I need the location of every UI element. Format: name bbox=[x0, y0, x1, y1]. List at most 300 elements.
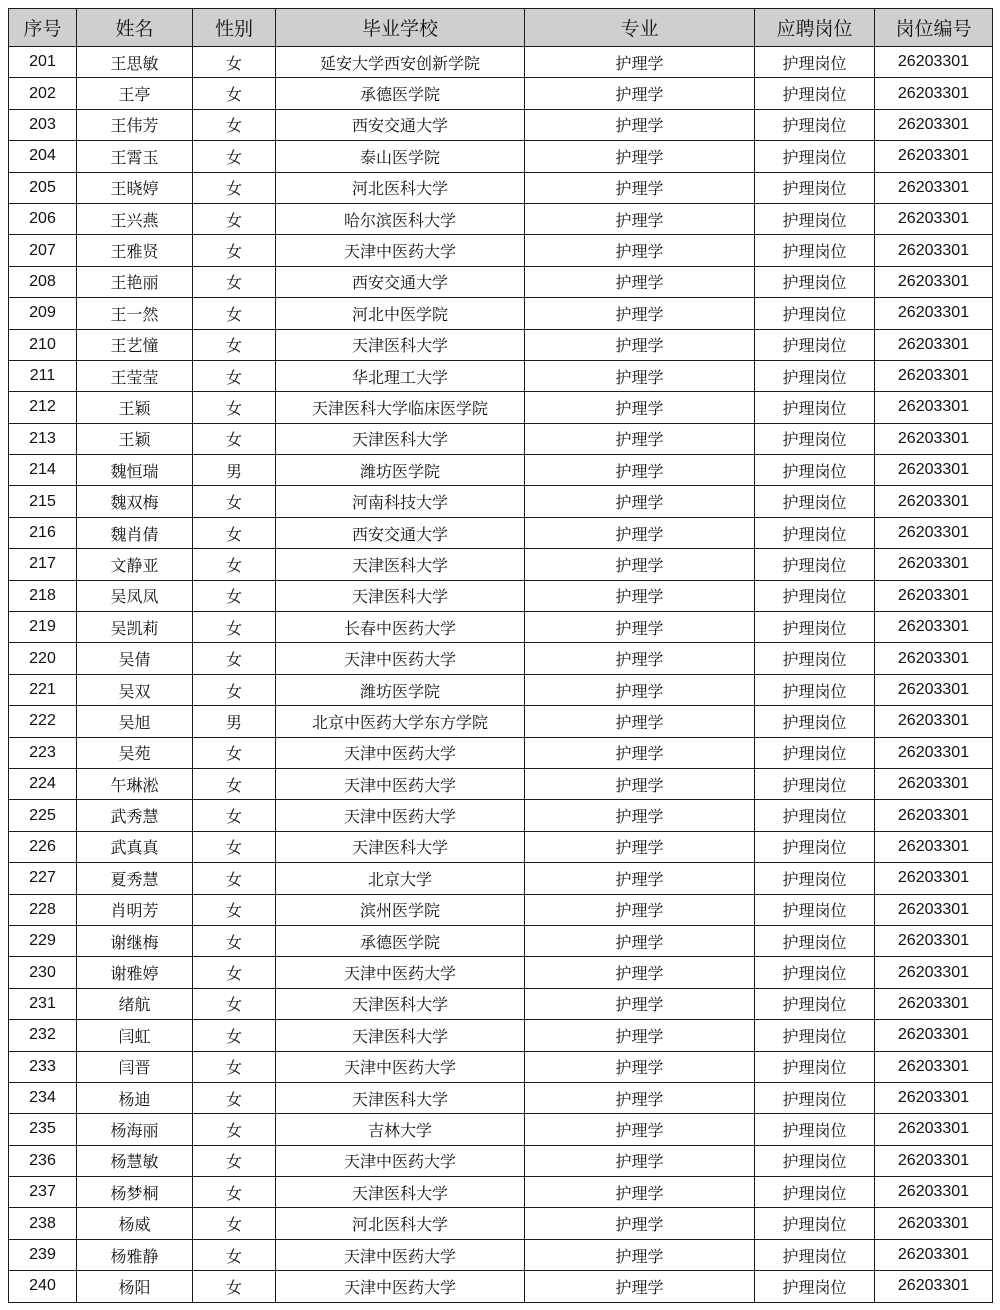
applicant-table-container bbox=[8, 8, 992, 1303]
cell-serial-number: 205 bbox=[9, 172, 77, 203]
cell-school: 延安大学西安创新学院 bbox=[276, 47, 525, 78]
cell-position: 护理岗位 bbox=[755, 1177, 875, 1208]
cell-position-code: 26203301 bbox=[875, 329, 993, 360]
cell-name: 夏秀慧 bbox=[77, 863, 193, 894]
cell-major: 护理学 bbox=[525, 800, 755, 831]
cell-major: 护理学 bbox=[525, 1051, 755, 1082]
cell-position-code: 26203301 bbox=[875, 266, 993, 297]
cell-serial-number: 216 bbox=[9, 517, 77, 548]
table-row bbox=[9, 831, 993, 862]
cell-position: 护理岗位 bbox=[755, 266, 875, 297]
cell-position: 护理岗位 bbox=[755, 1271, 875, 1302]
table-row bbox=[9, 78, 993, 109]
cell-major: 护理学 bbox=[525, 1020, 755, 1051]
cell-major: 护理学 bbox=[525, 203, 755, 234]
table-row bbox=[9, 423, 993, 454]
cell-serial-number: 202 bbox=[9, 78, 77, 109]
cell-major: 护理学 bbox=[525, 1145, 755, 1176]
table-row bbox=[9, 1020, 993, 1051]
cell-gender: 女 bbox=[193, 1239, 276, 1270]
table-row bbox=[9, 141, 993, 172]
table-row bbox=[9, 266, 993, 297]
cell-gender: 女 bbox=[193, 1020, 276, 1051]
cell-position: 护理岗位 bbox=[755, 1051, 875, 1082]
cell-serial-number: 221 bbox=[9, 674, 77, 705]
table-row bbox=[9, 455, 993, 486]
table-row bbox=[9, 235, 993, 266]
table-row bbox=[9, 737, 993, 768]
table-row bbox=[9, 1145, 993, 1176]
table-header bbox=[9, 9, 993, 47]
cell-position: 护理岗位 bbox=[755, 486, 875, 517]
cell-serial-number: 227 bbox=[9, 863, 77, 894]
cell-position: 护理岗位 bbox=[755, 235, 875, 266]
table-row bbox=[9, 1177, 993, 1208]
table-row bbox=[9, 549, 993, 580]
table-row bbox=[9, 925, 993, 956]
cell-school: 天津中医药大学 bbox=[276, 1051, 525, 1082]
cell-name: 杨梦桐 bbox=[77, 1177, 193, 1208]
cell-gender: 女 bbox=[193, 78, 276, 109]
table-row bbox=[9, 988, 993, 1019]
header-major: 专业 bbox=[525, 9, 755, 47]
table-row bbox=[9, 172, 993, 203]
table-row bbox=[9, 203, 993, 234]
table-row bbox=[9, 329, 993, 360]
cell-gender: 女 bbox=[193, 863, 276, 894]
cell-major: 护理学 bbox=[525, 1239, 755, 1270]
cell-position-code: 26203301 bbox=[875, 1239, 993, 1270]
cell-position-code: 26203301 bbox=[875, 894, 993, 925]
cell-position: 护理岗位 bbox=[755, 706, 875, 737]
cell-name: 王颖 bbox=[77, 423, 193, 454]
cell-gender: 女 bbox=[193, 235, 276, 266]
cell-position: 护理岗位 bbox=[755, 800, 875, 831]
cell-school: 承德医学院 bbox=[276, 925, 525, 956]
cell-major: 护理学 bbox=[525, 957, 755, 988]
cell-school: 哈尔滨医科大学 bbox=[276, 203, 525, 234]
cell-position-code: 26203301 bbox=[875, 392, 993, 423]
table-row bbox=[9, 706, 993, 737]
cell-name: 王艺憧 bbox=[77, 329, 193, 360]
table-body bbox=[9, 47, 993, 1303]
cell-serial-number: 239 bbox=[9, 1239, 77, 1270]
table-row bbox=[9, 863, 993, 894]
cell-serial-number: 212 bbox=[9, 392, 77, 423]
cell-school: 天津医科大学 bbox=[276, 831, 525, 862]
cell-major: 护理学 bbox=[525, 486, 755, 517]
table-row bbox=[9, 894, 993, 925]
cell-major: 护理学 bbox=[525, 643, 755, 674]
cell-position-code: 26203301 bbox=[875, 360, 993, 391]
cell-major: 护理学 bbox=[525, 423, 755, 454]
cell-position-code: 26203301 bbox=[875, 1177, 993, 1208]
header-gender: 性别 bbox=[193, 9, 276, 47]
cell-serial-number: 206 bbox=[9, 203, 77, 234]
cell-school: 天津医科大学 bbox=[276, 329, 525, 360]
cell-position-code: 26203301 bbox=[875, 172, 993, 203]
cell-gender: 女 bbox=[193, 486, 276, 517]
cell-name: 吴双 bbox=[77, 674, 193, 705]
cell-serial-number: 204 bbox=[9, 141, 77, 172]
cell-name: 王思敏 bbox=[77, 47, 193, 78]
cell-gender: 女 bbox=[193, 423, 276, 454]
header-serial-number: 序号 bbox=[9, 9, 77, 47]
cell-name: 吴凤凤 bbox=[77, 580, 193, 611]
cell-serial-number: 237 bbox=[9, 1177, 77, 1208]
cell-gender: 女 bbox=[193, 1145, 276, 1176]
table-row bbox=[9, 1051, 993, 1082]
header-row bbox=[9, 9, 993, 47]
cell-major: 护理学 bbox=[525, 517, 755, 548]
cell-school: 天津医科大学 bbox=[276, 988, 525, 1019]
cell-name: 杨迪 bbox=[77, 1082, 193, 1113]
cell-school: 承德医学院 bbox=[276, 78, 525, 109]
cell-position-code: 26203301 bbox=[875, 674, 993, 705]
table-row bbox=[9, 1082, 993, 1113]
cell-gender: 女 bbox=[193, 831, 276, 862]
cell-gender: 女 bbox=[193, 1177, 276, 1208]
cell-school: 西安交通大学 bbox=[276, 109, 525, 140]
cell-gender: 女 bbox=[193, 674, 276, 705]
cell-gender: 女 bbox=[193, 517, 276, 548]
table-row bbox=[9, 486, 993, 517]
cell-gender: 女 bbox=[193, 737, 276, 768]
cell-gender: 女 bbox=[193, 957, 276, 988]
cell-name: 吴旭 bbox=[77, 706, 193, 737]
table-row bbox=[9, 392, 993, 423]
cell-position-code: 26203301 bbox=[875, 831, 993, 862]
cell-gender: 女 bbox=[193, 643, 276, 674]
cell-position-code: 26203301 bbox=[875, 800, 993, 831]
cell-serial-number: 234 bbox=[9, 1082, 77, 1113]
cell-major: 护理学 bbox=[525, 235, 755, 266]
cell-gender: 女 bbox=[193, 329, 276, 360]
cell-name: 肖明芳 bbox=[77, 894, 193, 925]
cell-serial-number: 240 bbox=[9, 1271, 77, 1302]
table-row bbox=[9, 1114, 993, 1145]
cell-gender: 女 bbox=[193, 925, 276, 956]
cell-position: 护理岗位 bbox=[755, 109, 875, 140]
cell-major: 护理学 bbox=[525, 612, 755, 643]
cell-position: 护理岗位 bbox=[755, 863, 875, 894]
cell-major: 护理学 bbox=[525, 737, 755, 768]
cell-gender: 女 bbox=[193, 768, 276, 799]
cell-school: 吉林大学 bbox=[276, 1114, 525, 1145]
cell-school: 天津中医药大学 bbox=[276, 643, 525, 674]
cell-school: 天津医科大学 bbox=[276, 549, 525, 580]
cell-position-code: 26203301 bbox=[875, 203, 993, 234]
cell-position: 护理岗位 bbox=[755, 172, 875, 203]
cell-name: 武秀慧 bbox=[77, 800, 193, 831]
table-row bbox=[9, 768, 993, 799]
cell-position: 护理岗位 bbox=[755, 47, 875, 78]
cell-serial-number: 224 bbox=[9, 768, 77, 799]
cell-position-code: 26203301 bbox=[875, 455, 993, 486]
table-row bbox=[9, 109, 993, 140]
cell-school: 北京大学 bbox=[276, 863, 525, 894]
cell-gender: 男 bbox=[193, 455, 276, 486]
cell-major: 护理学 bbox=[525, 831, 755, 862]
cell-position-code: 26203301 bbox=[875, 768, 993, 799]
cell-position: 护理岗位 bbox=[755, 894, 875, 925]
cell-school: 天津医科大学 bbox=[276, 580, 525, 611]
cell-school: 潍坊医学院 bbox=[276, 455, 525, 486]
cell-major: 护理学 bbox=[525, 78, 755, 109]
cell-position: 护理岗位 bbox=[755, 1145, 875, 1176]
cell-gender: 女 bbox=[193, 392, 276, 423]
cell-position: 护理岗位 bbox=[755, 203, 875, 234]
cell-name: 闫晋 bbox=[77, 1051, 193, 1082]
cell-gender: 女 bbox=[193, 141, 276, 172]
cell-gender: 男 bbox=[193, 706, 276, 737]
cell-name: 王晓婷 bbox=[77, 172, 193, 203]
cell-name: 王雅贤 bbox=[77, 235, 193, 266]
applicant-table bbox=[8, 8, 993, 1303]
table-row bbox=[9, 360, 993, 391]
cell-name: 绪航 bbox=[77, 988, 193, 1019]
cell-school: 西安交通大学 bbox=[276, 517, 525, 548]
cell-name: 王艳丽 bbox=[77, 266, 193, 297]
cell-serial-number: 230 bbox=[9, 957, 77, 988]
cell-major: 护理学 bbox=[525, 298, 755, 329]
cell-position-code: 26203301 bbox=[875, 1051, 993, 1082]
cell-name: 杨海丽 bbox=[77, 1114, 193, 1145]
cell-position: 护理岗位 bbox=[755, 957, 875, 988]
cell-school: 潍坊医学院 bbox=[276, 674, 525, 705]
cell-name: 谢雅婷 bbox=[77, 957, 193, 988]
cell-gender: 女 bbox=[193, 894, 276, 925]
cell-position-code: 26203301 bbox=[875, 988, 993, 1019]
cell-position: 护理岗位 bbox=[755, 298, 875, 329]
cell-position: 护理岗位 bbox=[755, 1082, 875, 1113]
cell-name: 杨阳 bbox=[77, 1271, 193, 1302]
cell-gender: 女 bbox=[193, 549, 276, 580]
cell-name: 魏双梅 bbox=[77, 486, 193, 517]
table-row bbox=[9, 1271, 993, 1302]
cell-serial-number: 214 bbox=[9, 455, 77, 486]
cell-major: 护理学 bbox=[525, 109, 755, 140]
cell-school: 天津中医药大学 bbox=[276, 800, 525, 831]
header-name: 姓名 bbox=[77, 9, 193, 47]
cell-position-code: 26203301 bbox=[875, 235, 993, 266]
cell-major: 护理学 bbox=[525, 925, 755, 956]
cell-gender: 女 bbox=[193, 1114, 276, 1145]
cell-name: 吴苑 bbox=[77, 737, 193, 768]
cell-serial-number: 236 bbox=[9, 1145, 77, 1176]
cell-position-code: 26203301 bbox=[875, 737, 993, 768]
cell-gender: 女 bbox=[193, 1051, 276, 1082]
cell-major: 护理学 bbox=[525, 1177, 755, 1208]
cell-position-code: 26203301 bbox=[875, 1082, 993, 1113]
cell-position-code: 26203301 bbox=[875, 109, 993, 140]
table-row bbox=[9, 1239, 993, 1270]
cell-gender: 女 bbox=[193, 172, 276, 203]
cell-name: 文静亚 bbox=[77, 549, 193, 580]
cell-school: 北京中医药大学东方学院 bbox=[276, 706, 525, 737]
cell-position-code: 26203301 bbox=[875, 47, 993, 78]
cell-school: 天津医科大学临床医学院 bbox=[276, 392, 525, 423]
cell-school: 天津医科大学 bbox=[276, 423, 525, 454]
cell-major: 护理学 bbox=[525, 674, 755, 705]
cell-gender: 女 bbox=[193, 988, 276, 1019]
cell-serial-number: 226 bbox=[9, 831, 77, 862]
cell-school: 天津中医药大学 bbox=[276, 768, 525, 799]
cell-major: 护理学 bbox=[525, 1114, 755, 1145]
cell-position: 护理岗位 bbox=[755, 549, 875, 580]
cell-school: 天津中医药大学 bbox=[276, 1145, 525, 1176]
cell-serial-number: 229 bbox=[9, 925, 77, 956]
cell-school: 滨州医学院 bbox=[276, 894, 525, 925]
cell-major: 护理学 bbox=[525, 360, 755, 391]
cell-serial-number: 215 bbox=[9, 486, 77, 517]
cell-major: 护理学 bbox=[525, 1082, 755, 1113]
cell-major: 护理学 bbox=[525, 141, 755, 172]
cell-major: 护理学 bbox=[525, 266, 755, 297]
cell-position-code: 26203301 bbox=[875, 298, 993, 329]
cell-serial-number: 207 bbox=[9, 235, 77, 266]
cell-position-code: 26203301 bbox=[875, 1271, 993, 1302]
cell-position-code: 26203301 bbox=[875, 517, 993, 548]
table-row bbox=[9, 47, 993, 78]
cell-position: 护理岗位 bbox=[755, 78, 875, 109]
cell-gender: 女 bbox=[193, 360, 276, 391]
table-row bbox=[9, 800, 993, 831]
cell-school: 天津中医药大学 bbox=[276, 957, 525, 988]
cell-gender: 女 bbox=[193, 47, 276, 78]
cell-gender: 女 bbox=[193, 1208, 276, 1239]
cell-position-code: 26203301 bbox=[875, 925, 993, 956]
cell-school: 天津医科大学 bbox=[276, 1082, 525, 1113]
table-row bbox=[9, 580, 993, 611]
cell-name: 午琳淞 bbox=[77, 768, 193, 799]
cell-name: 杨雅静 bbox=[77, 1239, 193, 1270]
cell-school: 河北医科大学 bbox=[276, 1208, 525, 1239]
cell-name: 杨慧敏 bbox=[77, 1145, 193, 1176]
cell-name: 谢继梅 bbox=[77, 925, 193, 956]
table-row bbox=[9, 298, 993, 329]
cell-serial-number: 220 bbox=[9, 643, 77, 674]
cell-position-code: 26203301 bbox=[875, 1020, 993, 1051]
cell-position: 护理岗位 bbox=[755, 329, 875, 360]
cell-name: 王霄玉 bbox=[77, 141, 193, 172]
cell-school: 天津医科大学 bbox=[276, 1177, 525, 1208]
cell-serial-number: 208 bbox=[9, 266, 77, 297]
cell-position: 护理岗位 bbox=[755, 1020, 875, 1051]
cell-serial-number: 222 bbox=[9, 706, 77, 737]
cell-gender: 女 bbox=[193, 298, 276, 329]
cell-serial-number: 218 bbox=[9, 580, 77, 611]
cell-gender: 女 bbox=[193, 580, 276, 611]
cell-position: 护理岗位 bbox=[755, 831, 875, 862]
cell-name: 王莹莹 bbox=[77, 360, 193, 391]
header-position: 应聘岗位 bbox=[755, 9, 875, 47]
cell-serial-number: 209 bbox=[9, 298, 77, 329]
cell-position: 护理岗位 bbox=[755, 1114, 875, 1145]
cell-gender: 女 bbox=[193, 1082, 276, 1113]
cell-major: 护理学 bbox=[525, 768, 755, 799]
cell-school: 天津中医药大学 bbox=[276, 235, 525, 266]
cell-position: 护理岗位 bbox=[755, 925, 875, 956]
cell-name: 王一然 bbox=[77, 298, 193, 329]
cell-gender: 女 bbox=[193, 203, 276, 234]
table-row bbox=[9, 643, 993, 674]
table-row bbox=[9, 612, 993, 643]
table-row bbox=[9, 957, 993, 988]
cell-name: 魏肖倩 bbox=[77, 517, 193, 548]
cell-serial-number: 203 bbox=[9, 109, 77, 140]
cell-position-code: 26203301 bbox=[875, 486, 993, 517]
cell-position-code: 26203301 bbox=[875, 957, 993, 988]
cell-name: 王兴燕 bbox=[77, 203, 193, 234]
cell-major: 护理学 bbox=[525, 329, 755, 360]
cell-school: 河北医科大学 bbox=[276, 172, 525, 203]
cell-position: 护理岗位 bbox=[755, 612, 875, 643]
cell-school: 河南科技大学 bbox=[276, 486, 525, 517]
cell-major: 护理学 bbox=[525, 863, 755, 894]
cell-position: 护理岗位 bbox=[755, 988, 875, 1019]
cell-major: 护理学 bbox=[525, 549, 755, 580]
cell-position: 护理岗位 bbox=[755, 1239, 875, 1270]
cell-position: 护理岗位 bbox=[755, 392, 875, 423]
cell-position-code: 26203301 bbox=[875, 1114, 993, 1145]
cell-serial-number: 233 bbox=[9, 1051, 77, 1082]
cell-name: 吴倩 bbox=[77, 643, 193, 674]
cell-position: 护理岗位 bbox=[755, 141, 875, 172]
cell-gender: 女 bbox=[193, 109, 276, 140]
cell-position-code: 26203301 bbox=[875, 78, 993, 109]
cell-gender: 女 bbox=[193, 612, 276, 643]
cell-serial-number: 231 bbox=[9, 988, 77, 1019]
table-row bbox=[9, 517, 993, 548]
cell-school: 泰山医学院 bbox=[276, 141, 525, 172]
cell-position: 护理岗位 bbox=[755, 643, 875, 674]
cell-serial-number: 219 bbox=[9, 612, 77, 643]
cell-position-code: 26203301 bbox=[875, 580, 993, 611]
cell-school: 西安交通大学 bbox=[276, 266, 525, 297]
table-row bbox=[9, 1208, 993, 1239]
cell-gender: 女 bbox=[193, 1271, 276, 1302]
cell-major: 护理学 bbox=[525, 1271, 755, 1302]
cell-serial-number: 228 bbox=[9, 894, 77, 925]
header-position-code: 岗位编号 bbox=[875, 9, 993, 47]
cell-position-code: 26203301 bbox=[875, 141, 993, 172]
cell-name: 王亭 bbox=[77, 78, 193, 109]
cell-position-code: 26203301 bbox=[875, 1208, 993, 1239]
cell-school: 华北理工大学 bbox=[276, 360, 525, 391]
header-school: 毕业学校 bbox=[276, 9, 525, 47]
cell-serial-number: 210 bbox=[9, 329, 77, 360]
cell-serial-number: 201 bbox=[9, 47, 77, 78]
cell-position: 护理岗位 bbox=[755, 1208, 875, 1239]
cell-major: 护理学 bbox=[525, 47, 755, 78]
cell-position-code: 26203301 bbox=[875, 643, 993, 674]
cell-position-code: 26203301 bbox=[875, 612, 993, 643]
cell-position: 护理岗位 bbox=[755, 768, 875, 799]
cell-major: 护理学 bbox=[525, 988, 755, 1019]
cell-serial-number: 211 bbox=[9, 360, 77, 391]
cell-position: 护理岗位 bbox=[755, 423, 875, 454]
cell-gender: 女 bbox=[193, 266, 276, 297]
cell-name: 魏恒瑞 bbox=[77, 455, 193, 486]
cell-name: 吴凯莉 bbox=[77, 612, 193, 643]
cell-major: 护理学 bbox=[525, 706, 755, 737]
cell-school: 天津医科大学 bbox=[276, 1020, 525, 1051]
cell-name: 王伟芳 bbox=[77, 109, 193, 140]
cell-name: 王颖 bbox=[77, 392, 193, 423]
cell-gender: 女 bbox=[193, 800, 276, 831]
cell-major: 护理学 bbox=[525, 580, 755, 611]
